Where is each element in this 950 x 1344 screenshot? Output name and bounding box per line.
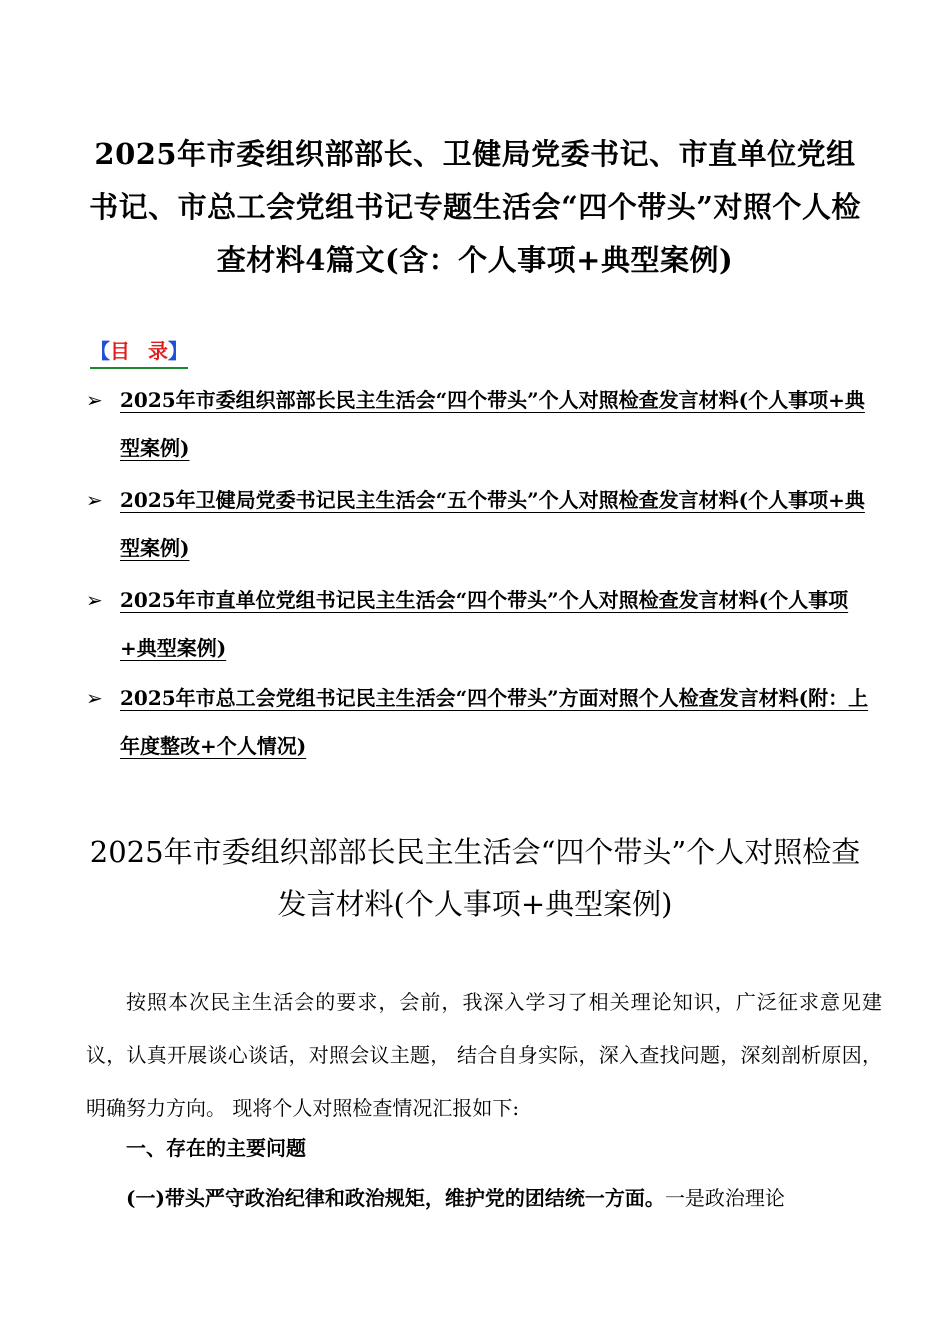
intro-paragraph: 按照本次民主生活会的要求，会前，我深入学习了相关理论知识，广泛征求意见建议，认真开展谈心谈话，对照会议主题， 结合自身实际，深入查找问题，深刻剖析原因，明确努力方向。 现将个人对照检查情况汇报如下:	[86, 990, 882, 1120]
toc-link-4[interactable]: 2025年市总工会党组书记民主生活会“四个带头”方面对照个人检查发言材料(附：上年度整改+个人情况)	[120, 686, 869, 758]
toc-arrow-icon: ➢	[86, 388, 103, 412]
toc-heading-close-bracket: 】	[168, 339, 188, 363]
subsection-paragraph	[126, 1178, 886, 1218]
subsection-text: 一是政治理论	[664, 1186, 785, 1210]
toc-heading-char-2: 录	[148, 339, 168, 363]
toc-heading-char-1: 目	[110, 339, 148, 363]
section-heading-1: 一、存在的主要问题	[126, 1136, 306, 1160]
toc-arrow-icon: ➢	[86, 588, 103, 612]
toc-arrow-icon: ➢	[86, 488, 103, 512]
toc-heading-open-bracket: 【	[90, 339, 110, 363]
document-main-title: 2025年市委组织部部长、卫健局党委书记、市直单位党组书记、市总工会党组书记专题生活会“四个带头”对照个人检查材料4篇文(含：个人事项+典型案例)	[89, 137, 861, 277]
toc-heading	[90, 336, 188, 369]
toc-arrow-icon: ➢	[86, 686, 103, 710]
section-title: 2025年市委组织部部长民主生活会“四个带头”个人对照检查发言材料(个人事项+典型案例)	[89, 835, 861, 921]
toc-link-3[interactable]: 2025年市直单位党组书记民主生活会“四个带头”个人对照检查发言材料(个人事项+典型案例)	[120, 588, 849, 660]
toc-link-2[interactable]: 2025年卫健局党委书记民主生活会“五个带头”个人对照检查发言材料(个人事项+典型案例)	[120, 488, 865, 560]
toc-link-1[interactable]: 2025年市委组织部部长民主生活会“四个带头”个人对照检查发言材料(个人事项+典型案例)	[120, 388, 865, 460]
subsection-heading: (一)带头严守政治纪律和政治规矩，维护党的团结统一方面。	[126, 1186, 665, 1210]
